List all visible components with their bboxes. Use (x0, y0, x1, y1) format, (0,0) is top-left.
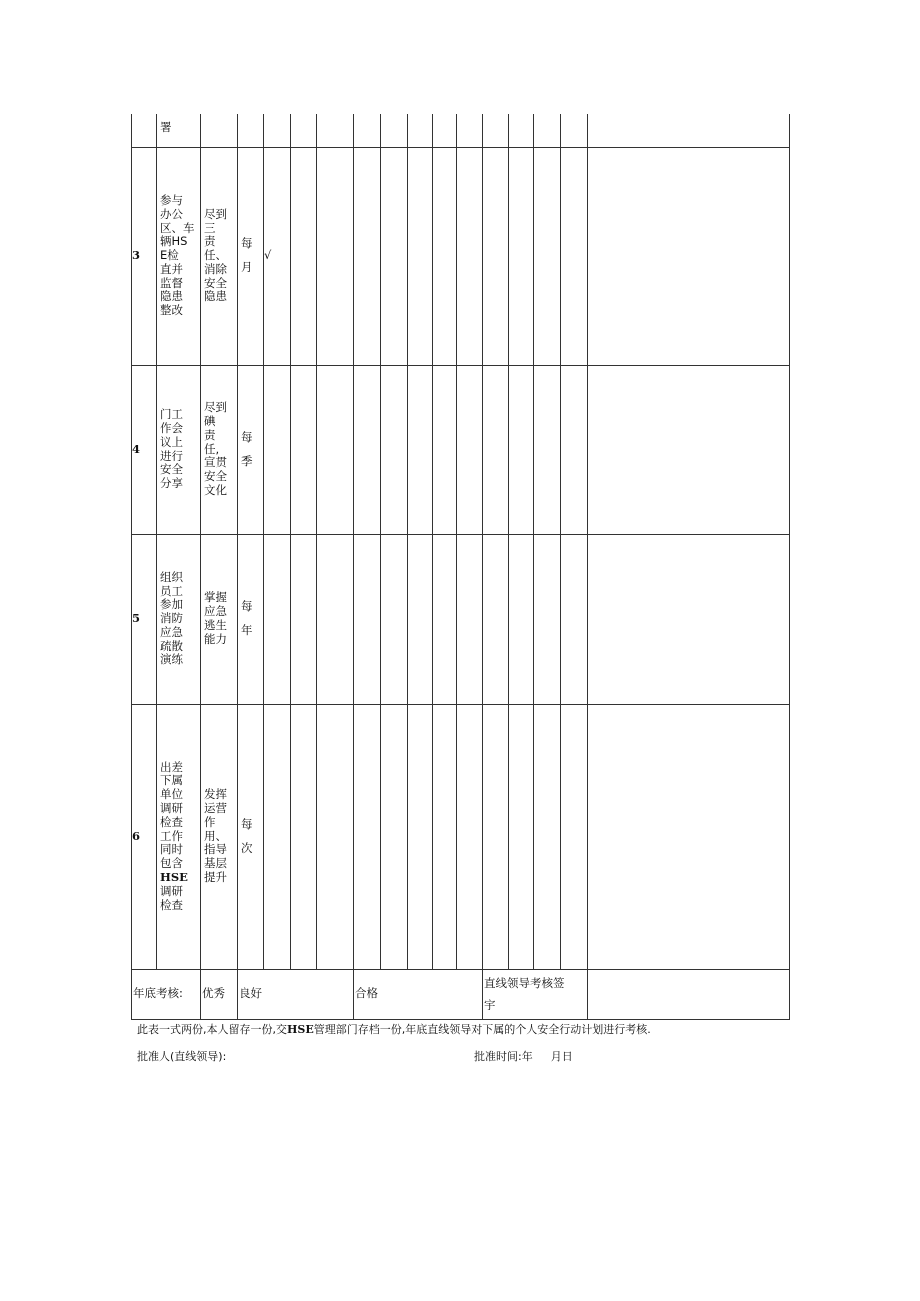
item-cell-line: 门工 (160, 407, 183, 422)
empty-cell (381, 365, 408, 534)
table-row (132, 534, 790, 704)
goal-cell-line: 安全 (204, 469, 227, 484)
empty-cell (588, 704, 790, 969)
empty-cell (509, 147, 534, 365)
goal-cell-line: 应急 (204, 604, 227, 619)
item-cell-line: 包含 (160, 856, 183, 871)
frequency-cell (238, 114, 264, 147)
item-cell (157, 704, 201, 969)
goal-cell-line: 安全 (204, 275, 227, 290)
goal-cell-line: 指导 (204, 842, 227, 857)
rating-good: 良好 (238, 969, 354, 1019)
table-row (132, 704, 790, 969)
goal-cell-line: 掌握 (204, 590, 227, 605)
empty-cell (317, 147, 354, 365)
item-cell-line: 消防 (160, 611, 183, 626)
empty-cell (291, 147, 317, 365)
empty-cell (483, 365, 509, 534)
goal-cell-line: 消除 (204, 261, 227, 276)
table-row (132, 147, 790, 365)
item-cell-line: 疏散 (160, 638, 183, 653)
footer-row (132, 969, 790, 1019)
goal-cell (201, 114, 238, 147)
goal-cell-line: 文化 (204, 482, 227, 497)
item-cell-line: 整改 (160, 303, 183, 318)
empty-cell (381, 147, 408, 365)
empty-cell (561, 365, 588, 534)
item-cell-line: 办公 (160, 206, 183, 221)
signature-label-line: 直线领导考核签 (484, 975, 565, 990)
goal-cell-line: 发挥 (204, 787, 227, 802)
empty-cell (433, 704, 457, 969)
check-cell (264, 114, 291, 147)
item-cell-line: 区、车 (160, 220, 195, 235)
empty-cell (561, 704, 588, 969)
frequency-cell-line: 次 (241, 840, 253, 855)
goal-cell-line: 逃生 (204, 618, 227, 632)
year-end-assessment-label: 年底考核: (132, 969, 201, 1019)
empty-cell (483, 147, 509, 365)
empty-cell (509, 365, 534, 534)
goal-cell-line: 三 (204, 220, 216, 235)
approval-time (474, 1048, 573, 1064)
approval-time-label: 批准时间: (474, 1050, 522, 1063)
empty-cell (381, 534, 408, 704)
item-cell-line: 署 (160, 120, 172, 135)
item-cell-line: 直并 (160, 261, 183, 276)
note-hse: HSE (287, 1023, 314, 1036)
goal-cell-line: 碘 (204, 414, 216, 428)
item-cell-line: 检查 (160, 897, 183, 912)
empty-cell (483, 704, 509, 969)
empty-cell (354, 365, 381, 534)
frequency-cell-line: 季 (241, 453, 253, 468)
goal-cell-line: 尽到 (204, 400, 227, 415)
empty-cell (408, 365, 433, 534)
empty-cell (381, 704, 408, 969)
goal-cell-line: 提升 (204, 869, 227, 884)
item-cell-line: HSE (160, 869, 188, 884)
note-text (137, 1021, 651, 1037)
rating-pass: 合格 (354, 969, 483, 1019)
empty-cell (509, 704, 534, 969)
empty-cell (561, 147, 588, 365)
signature-field (588, 969, 790, 1019)
item-cell-line: 演练 (160, 652, 183, 667)
empty-cell (291, 704, 317, 969)
empty-cell (457, 365, 483, 534)
item-cell-line: 作会 (160, 420, 183, 435)
item-cell-line: 应急 (160, 624, 183, 639)
goal-cell-line: 责 (204, 234, 216, 249)
goal-cell-line: 任, (204, 441, 220, 456)
item-cell-line: 隐患 (160, 289, 183, 304)
empty-cell (534, 704, 561, 969)
goal-cell (201, 704, 238, 969)
row-number: 4 (132, 365, 157, 534)
empty-cell (534, 114, 561, 147)
item-cell-line: 分享 (160, 476, 183, 491)
table-row (132, 114, 790, 147)
table-row (132, 365, 790, 534)
item-cell-line: 同时 (160, 842, 183, 857)
empty-cell (588, 365, 790, 534)
empty-cell (408, 534, 433, 704)
empty-cell (457, 147, 483, 365)
empty-cell (588, 114, 790, 147)
goal-cell-line: 隐患 (204, 289, 227, 304)
item-cell-line: 工作 (160, 828, 183, 843)
empty-cell (483, 534, 509, 704)
item-cell (157, 534, 201, 704)
empty-cell (354, 147, 381, 365)
frequency-cell-line: 每 (241, 816, 253, 831)
empty-cell (534, 365, 561, 534)
empty-cell (291, 365, 317, 534)
empty-cell (317, 534, 354, 704)
safety-action-plan-table (131, 114, 790, 1020)
empty-cell (457, 534, 483, 704)
empty-cell (534, 534, 561, 704)
empty-cell (433, 147, 457, 365)
item-cell-line: 调研 (160, 883, 183, 898)
item-cell-line: 议上 (160, 434, 183, 449)
frequency-cell (238, 365, 264, 534)
empty-cell (317, 365, 354, 534)
empty-cell (588, 534, 790, 704)
goal-cell-line: 尽到 (204, 206, 227, 221)
empty-cell (354, 114, 381, 147)
goal-cell-line: 用、 (204, 828, 227, 843)
frequency-cell (238, 704, 264, 969)
frequency-cell-line: 月 (241, 260, 253, 274)
approval-year: 年 (521, 1050, 533, 1063)
goal-cell-line: 责 (204, 427, 216, 442)
empty-cell (588, 147, 790, 365)
item-cell-line: 员工 (160, 583, 183, 598)
empty-cell (291, 114, 317, 147)
item-cell-line: 参与 (160, 192, 183, 207)
empty-cell (408, 147, 433, 365)
table-body (132, 114, 790, 1019)
row-number: 6 (132, 704, 157, 969)
empty-cell (381, 114, 408, 147)
supervisor-signature-label (483, 969, 588, 1019)
item-cell (157, 114, 201, 147)
item-cell (157, 147, 201, 365)
item-cell-line: 调研 (160, 801, 183, 815)
frequency-cell-line: 每 (241, 599, 253, 614)
goal-cell-line: 运营 (204, 801, 227, 815)
goal-cell (201, 365, 238, 534)
item-cell-line: 下属 (160, 773, 183, 788)
frequency-cell-line: 年 (241, 623, 253, 637)
check-cell (264, 534, 291, 704)
empty-cell (433, 114, 457, 147)
empty-cell (509, 114, 534, 147)
item-cell-line: 安全 (160, 462, 183, 477)
note-part: 管理部门存档一份,年底直线领导对下属的个人安全行动计划进行考核. (313, 1023, 651, 1036)
goal-cell (201, 534, 238, 704)
empty-cell (457, 114, 483, 147)
empty-cell (354, 534, 381, 704)
goal-cell-line: 任、 (204, 248, 227, 263)
item-cell-line: 组织 (160, 569, 183, 584)
goal-cell-line: 宣贯 (204, 455, 227, 470)
empty-cell (561, 114, 588, 147)
empty-cell (408, 114, 433, 147)
frequency-cell-line: 每 (241, 236, 253, 251)
empty-cell (354, 704, 381, 969)
approver-label: 批准人(直线领导): (137, 1050, 227, 1063)
empty-cell (408, 704, 433, 969)
frequency-cell (238, 147, 264, 365)
signature-label-line: 宇 (484, 997, 496, 1012)
empty-cell (433, 534, 457, 704)
empty-cell (433, 365, 457, 534)
item-cell-line: 检查 (160, 814, 183, 829)
goal-cell-line: 作 (204, 814, 216, 829)
item-cell-line: 监督 (160, 275, 183, 290)
rating-excellent: 优秀 (201, 969, 238, 1019)
check-cell (264, 704, 291, 969)
approval-monthday: 月日 (550, 1050, 573, 1063)
frequency-cell (238, 534, 264, 704)
goal-cell-line: 基层 (204, 856, 227, 871)
item-cell-line: 出差 (160, 759, 183, 774)
item-cell-line: 辆HS (160, 234, 188, 249)
empty-cell (509, 534, 534, 704)
frequency-cell-line: 每 (241, 429, 253, 444)
empty-cell (534, 147, 561, 365)
item-cell (157, 365, 201, 534)
empty-cell (561, 534, 588, 704)
check-cell (264, 365, 291, 534)
item-cell-line: 单位 (160, 787, 183, 802)
empty-cell (291, 534, 317, 704)
empty-cell (457, 704, 483, 969)
item-cell-line: 进行 (160, 448, 183, 463)
row-number (132, 114, 157, 147)
goal-cell (201, 147, 238, 365)
row-number: 3 (132, 147, 157, 365)
item-cell-line: 参加 (160, 597, 183, 612)
empty-cell (483, 114, 509, 147)
empty-cell (317, 114, 354, 147)
note-part: 此表一式两份,本人留存一份,交 (137, 1023, 287, 1036)
check-cell: √ (264, 147, 291, 365)
empty-cell (317, 704, 354, 969)
item-cell-line: E检 (160, 248, 179, 263)
goal-cell-line: 能力 (204, 631, 227, 646)
row-number: 5 (132, 534, 157, 704)
